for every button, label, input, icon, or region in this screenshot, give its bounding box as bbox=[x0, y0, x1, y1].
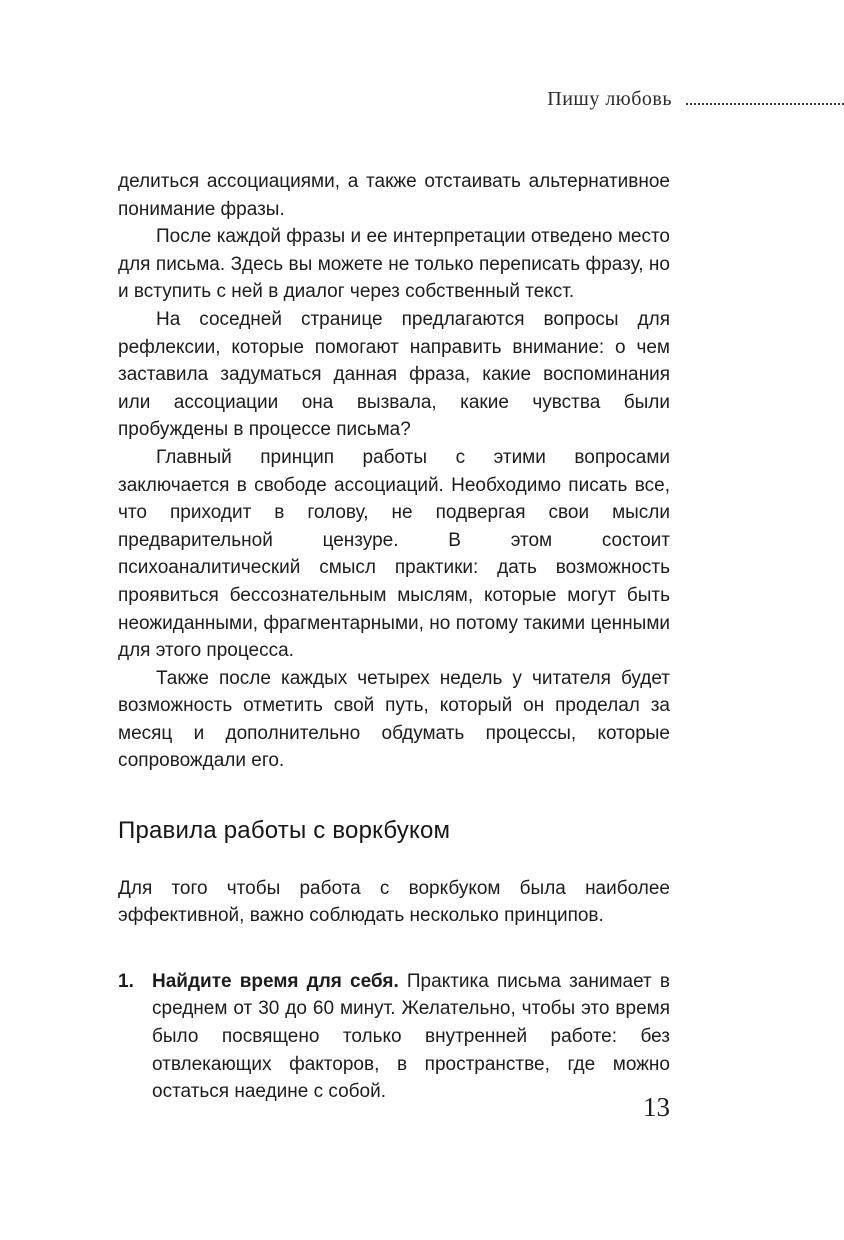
list-item-number: 1. bbox=[118, 970, 134, 992]
paragraph: На соседней странице предлагаются вопросы для рефлексии, которые помогают направить внимание: о чем заставила задуматься данная фраза, какие воспоминания или ассоциации она вызвала, какие чувства были пробуждены в процессе письма? bbox=[118, 308, 670, 441]
list-item-text: Практика письма занимает в среднем от 30 до 60 минут. Желательно, чтобы это время было посвящено только внутренней работе: без отвлекающих факторов, в пространстве, где можно остаться наедине с собой. bbox=[152, 970, 670, 1103]
intro-paragraph: Для того чтобы работа с воркбуком была наиболее эффективной, важно соблюдать несколько принципов. bbox=[118, 877, 670, 927]
list-item bbox=[118, 968, 670, 1106]
paragraph: Также после каждых четырех недель у читателя будет возможность отметить свой путь, который он проделал за месяц и дополнительно обдумать процессы, которые сопровождали его. bbox=[118, 667, 670, 772]
main-text-block bbox=[118, 168, 670, 1106]
numbered-list bbox=[118, 968, 670, 1106]
section-heading: Правила работы с воркбуком bbox=[118, 817, 451, 845]
running-title: Пишу любовь bbox=[547, 88, 672, 110]
paragraph: Главный принцип работы с этими вопросами заключается в свободе ассоциаций. Необходимо писать все, что приходит в голову, не подвергая свои мысли предварительной цензуре. В этом состоит психоаналитический смысл практики: дать возможность проявиться бессознательным мыслям, которые могут быть неожиданными, фрагментарными, но потому такими ценными для этого процесса. bbox=[118, 446, 670, 662]
dotted-leader bbox=[686, 89, 844, 105]
page-number: 13 bbox=[643, 1092, 670, 1122]
paragraph: делиться ассоциациями, а также отстаивать альтернативное понимание фразы. bbox=[118, 171, 670, 220]
list-item-body bbox=[152, 968, 670, 1106]
list-item-lead: Найдите время для себя. bbox=[152, 970, 399, 992]
running-header bbox=[0, 88, 844, 111]
paragraph: После каждой фразы и ее интерпретации отведено место для письма. Здесь вы можете не только переписать фразу, но и вступить с ней в диалог через собственный текст. bbox=[118, 226, 670, 303]
